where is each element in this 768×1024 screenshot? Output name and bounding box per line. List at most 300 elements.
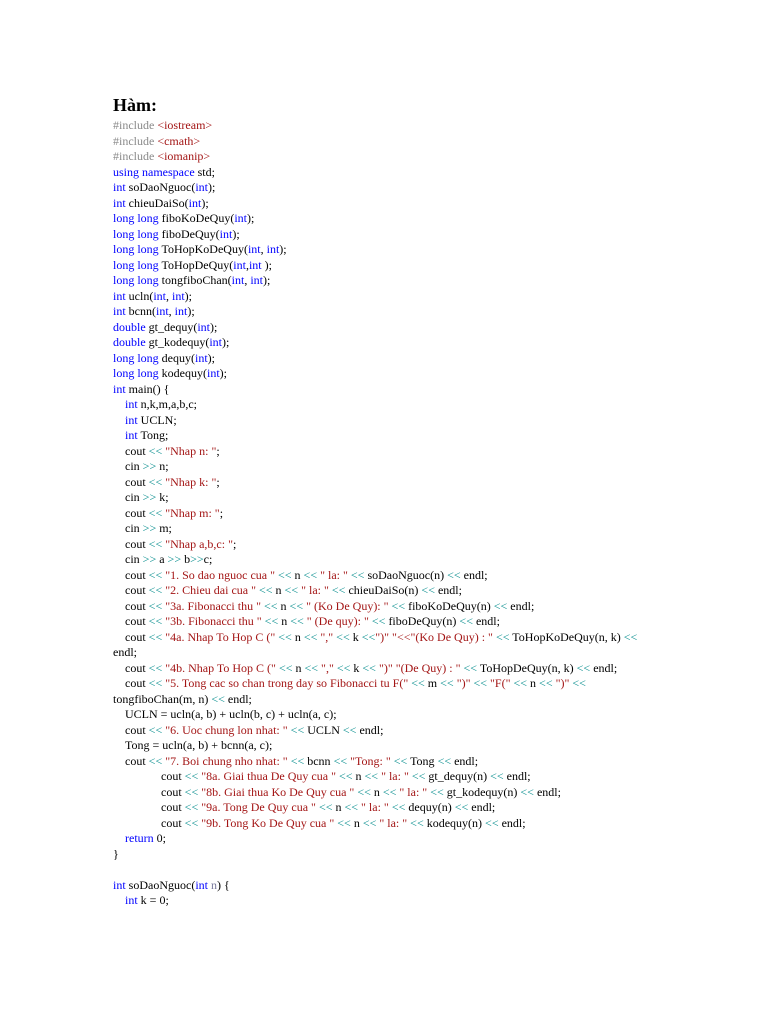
code-token: <<	[411, 769, 426, 783]
code-token: <<	[184, 800, 199, 814]
code-token: int	[113, 288, 126, 303]
code-token: int	[113, 195, 126, 210]
code-token: bcnn	[304, 753, 334, 768]
code-token: int	[195, 877, 208, 892]
code-block	[113, 118, 658, 909]
code-token: <<	[344, 800, 359, 814]
code-line	[113, 444, 658, 460]
code-line	[113, 707, 658, 723]
code-line	[113, 382, 658, 398]
code-token: <<	[357, 784, 371, 799]
code-token: cout	[125, 505, 149, 520]
code-token: <<	[148, 629, 163, 644]
code-token: <<	[278, 629, 292, 644]
code-token: cout	[125, 567, 149, 582]
code-token: <<	[447, 567, 461, 582]
code-token: cout	[125, 598, 149, 613]
code-token: long long	[113, 273, 159, 287]
code-token: int	[153, 288, 166, 303]
code-token: <iostream>	[157, 118, 213, 132]
code-token: <<	[211, 691, 225, 706]
code-token: <<	[410, 815, 424, 830]
code-token: endl;	[434, 583, 462, 597]
code-token: <<	[148, 443, 163, 458]
code-token: int	[219, 226, 233, 241]
code-token: <<	[290, 614, 304, 628]
code-token: return	[125, 831, 154, 845]
code-line	[113, 568, 658, 584]
code-token: " la: "	[298, 583, 332, 597]
code-token: cout	[125, 536, 149, 551]
code-line	[113, 180, 658, 196]
code-token: int	[125, 397, 138, 411]
code-token: <<	[623, 629, 638, 644]
code-token: " la: "	[378, 769, 412, 783]
code-token: "Nhap n: "	[162, 443, 217, 458]
code-token: n	[352, 769, 365, 783]
code-line	[113, 661, 658, 677]
code-token: fiboKoDeQuy(	[158, 211, 235, 225]
code-token: int	[113, 180, 126, 194]
code-token: ,	[168, 304, 175, 318]
code-token: c;	[203, 552, 213, 566]
document-page	[113, 94, 658, 909]
code-token: <<	[490, 769, 504, 783]
code-token: int	[125, 428, 138, 442]
code-token: cout	[125, 753, 149, 768]
code-line	[113, 785, 658, 801]
code-token: n	[291, 567, 304, 582]
code-token: n	[277, 598, 290, 613]
code-token: cout	[161, 769, 185, 783]
code-line	[113, 537, 658, 553]
code-token: <<	[362, 660, 376, 675]
code-token: <<	[572, 676, 586, 690]
code-token: <<	[148, 583, 163, 597]
code-line	[113, 583, 658, 599]
code-token: k	[349, 629, 362, 644]
code-token: cout	[125, 660, 149, 675]
code-token: <<	[289, 598, 304, 613]
code-token: gt_dequy(	[145, 319, 198, 334]
code-token: <<	[440, 676, 454, 690]
code-line	[113, 134, 658, 150]
code-token: ,	[244, 273, 251, 287]
code-token: " (Ko De Quy): "	[303, 598, 392, 613]
code-token: ")" "(De Quy) : "	[375, 660, 464, 675]
code-token: "8b. Giai thua Ko De Quy cua "	[198, 784, 358, 799]
code-line	[113, 847, 658, 863]
code-line	[113, 738, 658, 754]
code-token: "2. Chieu dai cua "	[162, 583, 259, 597]
code-token: double	[113, 335, 146, 349]
code-token: soDaoNguoc(	[125, 180, 196, 194]
code-line	[113, 320, 658, 336]
code-token: ;	[219, 505, 224, 520]
code-token: );	[263, 273, 271, 287]
code-token: int	[195, 180, 208, 194]
code-token: ToHopKoDeQuy(	[158, 242, 248, 256]
code-token: );	[222, 335, 230, 349]
code-token: <<	[148, 676, 163, 690]
code-token: <<	[148, 660, 163, 675]
code-token: cout	[161, 800, 185, 814]
code-token: cout	[161, 784, 185, 799]
code-token: gt_dequy(n)	[425, 769, 491, 783]
code-line	[113, 413, 658, 429]
code-token: endl;	[472, 614, 500, 628]
code-token: int	[250, 273, 264, 287]
code-token: <<	[148, 598, 163, 613]
code-token: int	[248, 257, 262, 272]
code-token: <<	[290, 753, 305, 768]
code-token: ToHopDeQuy(	[158, 257, 234, 272]
code-token: <<	[284, 583, 299, 597]
code-token: int	[207, 366, 220, 380]
code-token: );	[207, 350, 216, 365]
code-token: <<	[473, 676, 488, 690]
code-line	[113, 273, 658, 289]
code-line	[113, 165, 658, 181]
code-line	[113, 490, 658, 506]
code-token: >>	[142, 459, 157, 473]
code-token: tongfiboChan(	[158, 273, 232, 287]
code-token: );	[247, 211, 255, 225]
code-token: <<	[337, 815, 351, 830]
code-token: int	[195, 350, 208, 365]
code-line	[113, 599, 658, 615]
code-token: #include	[113, 149, 158, 163]
code-token: <<	[303, 629, 318, 644]
code-line	[113, 335, 658, 351]
code-token: n,k,m,a,b,c;	[137, 397, 197, 411]
code-token: soDaoNguoc(	[125, 877, 196, 892]
code-token: int	[234, 211, 247, 225]
code-token: "8a. Giai thua De Quy cua "	[198, 769, 339, 783]
code-token: double	[113, 319, 146, 334]
code-token: "F("	[487, 676, 514, 690]
code-token: int	[247, 242, 261, 256]
code-token: );	[261, 257, 272, 272]
code-token: <<	[148, 505, 163, 520]
code-token: dequy(n)	[405, 800, 455, 814]
code-token: endl;	[498, 815, 526, 830]
code-token: <<	[184, 769, 199, 783]
code-token: n	[208, 877, 217, 892]
code-token: " la: "	[376, 815, 411, 830]
code-token: long long	[113, 350, 159, 365]
code-token: <<	[437, 753, 452, 768]
code-token: int	[113, 877, 126, 892]
code-line	[113, 506, 658, 522]
code-line	[113, 769, 658, 785]
code-token: soDaoNguoc(n)	[364, 567, 448, 582]
code-token: <<	[485, 815, 499, 830]
code-line	[113, 630, 658, 661]
code-token: <<	[382, 784, 397, 799]
code-line	[113, 289, 658, 305]
code-line	[113, 304, 658, 320]
code-token: );	[208, 180, 216, 194]
code-token: int	[156, 304, 169, 318]
code-line	[113, 723, 658, 739]
code-line	[113, 227, 658, 243]
code-token: endl;	[533, 784, 561, 799]
code-token: endl;	[507, 598, 535, 613]
code-token: >>	[167, 552, 182, 566]
code-token: );	[279, 242, 287, 256]
code-token: ToHopKoDeQuy(n, k)	[509, 629, 624, 644]
code-token: <<	[342, 722, 357, 737]
code-token: <<	[290, 722, 305, 737]
code-token: ")"	[453, 676, 474, 690]
code-token: <<	[278, 660, 293, 675]
code-token: n;	[156, 459, 169, 473]
code-line	[113, 428, 658, 444]
code-token: std;	[194, 164, 215, 179]
code-token: long long	[113, 211, 159, 225]
code-token: UCLN = ucln(a, b) + ucln(b, c) + ucln(a, c);	[125, 707, 337, 721]
code-token: cin	[125, 521, 143, 535]
code-token: <<	[391, 598, 406, 613]
code-token: "3a. Fibonacci thu "	[162, 598, 264, 613]
code-token: <<	[459, 614, 473, 628]
code-token: );	[201, 195, 209, 210]
code-token: endl;	[356, 722, 384, 737]
code-token: <iomanip>	[157, 149, 211, 163]
code-token: <<	[333, 753, 348, 768]
code-token: <<	[421, 583, 435, 597]
code-token: "6. Uoc chung lon nhat: "	[162, 722, 291, 737]
code-token: cout	[125, 614, 149, 628]
code-token: <<	[148, 614, 163, 628]
code-token: " la: "	[396, 784, 431, 799]
code-token: a	[156, 552, 168, 566]
code-token: int	[231, 273, 245, 287]
code-line	[113, 366, 658, 382]
code-token: int	[172, 288, 185, 303]
code-token: "9b. Tong Ko De Quy cua "	[198, 815, 338, 830]
code-token: ")"	[552, 676, 573, 690]
code-token: <<	[513, 676, 528, 690]
code-token: "Nhap m: "	[162, 505, 220, 520]
code-token: endl;	[113, 629, 641, 659]
code-token: cout	[125, 474, 149, 489]
code-token: kodequy(	[158, 366, 207, 380]
code-line	[113, 614, 658, 630]
code-token: <<	[364, 769, 379, 783]
code-token	[113, 862, 116, 876]
code-token: long long	[113, 257, 159, 272]
code-token: m;	[156, 521, 172, 535]
code-line	[113, 800, 658, 816]
code-token: UCLN	[304, 722, 343, 737]
code-token: fiboDeQuy(n)	[385, 614, 460, 628]
code-token: >>	[142, 521, 157, 535]
code-token: "Tong: "	[347, 753, 394, 768]
code-token: ,	[166, 288, 172, 303]
code-token: n	[292, 660, 305, 675]
code-token: long long	[113, 366, 159, 380]
code-line	[113, 397, 658, 413]
code-token: "7. Boi chung nho nhat: "	[162, 753, 291, 768]
code-token: >>	[190, 552, 204, 566]
code-token: <<	[336, 629, 350, 644]
code-token: "Nhap k: "	[162, 474, 217, 489]
code-token: UCLN;	[137, 412, 177, 427]
code-token: cout	[125, 722, 149, 737]
code-line	[113, 754, 658, 770]
code-token: <<	[304, 660, 319, 675]
code-token: ;	[216, 474, 220, 489]
code-token: ToHopDeQuy(n, k)	[477, 660, 577, 675]
code-token: int	[197, 319, 210, 334]
code-token: "Nhap a,b,c: "	[162, 536, 233, 551]
code-line	[113, 878, 658, 894]
code-token: chieuDaiSo(	[125, 195, 189, 210]
code-line	[113, 816, 658, 832]
code-token: endl;	[468, 800, 496, 814]
code-token: cout	[161, 815, 185, 830]
code-token: endl;	[590, 660, 618, 675]
code-token: <<	[463, 660, 478, 675]
code-token: k	[350, 660, 363, 675]
code-token: <<	[259, 583, 273, 597]
code-token: );	[219, 366, 228, 380]
code-line	[113, 521, 658, 537]
code-token: <<	[361, 629, 376, 644]
code-token: <<	[148, 722, 163, 737]
code-token: <<	[278, 567, 292, 582]
code-token: ,	[245, 257, 249, 272]
code-token: );	[232, 226, 240, 241]
code-token: cin	[125, 490, 143, 504]
code-token: ")" "<<"(Ko De Quy) : "	[375, 629, 496, 644]
code-token: <<	[148, 753, 163, 768]
code-token: gt_kodequy(	[145, 335, 210, 349]
code-token: ) {	[217, 877, 230, 892]
code-token: <<	[391, 800, 406, 814]
code-token: dequy(	[158, 350, 195, 365]
code-token: ;	[216, 443, 220, 458]
code-token: <<	[184, 815, 199, 830]
code-token: <<	[318, 800, 333, 814]
code-line	[113, 676, 658, 707]
code-line	[113, 211, 658, 227]
code-token: 0;	[153, 831, 166, 845]
code-token: cout	[125, 676, 149, 690]
code-token: k;	[156, 490, 169, 504]
code-token: " la: "	[317, 567, 351, 582]
page-title: Hàm:	[113, 95, 157, 115]
code-token: n	[350, 815, 363, 830]
code-token: Tong	[407, 753, 438, 768]
code-token: long long	[113, 242, 159, 256]
code-token: n	[332, 800, 345, 814]
code-token: <<	[371, 614, 386, 628]
code-line	[113, 258, 658, 274]
code-token: fiboKoDeQuy(n)	[405, 598, 494, 613]
code-token: <<	[350, 567, 365, 582]
code-token: n	[370, 784, 383, 799]
code-token: );	[187, 304, 195, 318]
code-token: "4a. Nhap To Hop C ("	[162, 629, 279, 644]
code-line	[113, 475, 658, 491]
code-token: >>	[142, 490, 157, 504]
code-token: <<	[520, 784, 534, 799]
code-token: bcnn(	[125, 304, 156, 318]
code-token: int	[113, 381, 126, 396]
code-token: int	[113, 304, 126, 318]
code-token: Tong;	[137, 428, 169, 442]
code-token: <<	[576, 660, 591, 675]
code-token: <<	[148, 474, 163, 489]
code-token: <<	[184, 784, 199, 799]
code-token: "1. So dao nguoc cua "	[162, 567, 278, 582]
code-token: int	[188, 195, 202, 210]
code-token: " (De quy): "	[303, 614, 372, 628]
code-token: int	[174, 304, 188, 318]
code-token: int	[233, 257, 246, 272]
code-line	[113, 351, 658, 367]
code-token: ","	[317, 629, 337, 644]
code-token: endl;	[224, 691, 252, 706]
code-token: k = 0;	[137, 893, 169, 907]
code-token: <<	[336, 660, 351, 675]
code-token: #include	[113, 118, 158, 132]
code-token: b	[181, 552, 191, 566]
code-token: chieuDaiSo(n)	[345, 583, 422, 597]
code-token: using namespace	[113, 164, 195, 179]
code-token: }	[113, 846, 119, 861]
code-token: endl;	[460, 567, 488, 582]
code-token: <<	[493, 598, 508, 613]
code-token: endl;	[503, 769, 531, 783]
code-token: <<	[303, 567, 318, 582]
code-token: int	[125, 893, 138, 907]
code-line	[113, 242, 658, 258]
code-token: n	[272, 583, 285, 597]
code-token: <<	[362, 815, 377, 830]
code-token: ;	[233, 536, 237, 551]
code-token: <<	[148, 567, 163, 582]
code-token: " la: "	[358, 800, 392, 814]
code-token: #include	[113, 133, 158, 148]
code-token: n	[278, 614, 291, 628]
code-token: long long	[113, 226, 159, 241]
code-token: main() {	[125, 381, 170, 396]
code-token: "5. Tong cac so chan trong day so Fibonacci tu F("	[162, 676, 412, 690]
code-token: kodequy(n)	[423, 815, 486, 830]
code-line	[113, 459, 658, 475]
code-token: ,	[260, 242, 267, 256]
code-token: <<	[495, 629, 510, 644]
code-token: <<	[411, 676, 425, 690]
code-token: <cmath>	[157, 133, 201, 148]
code-token: );	[210, 319, 218, 334]
code-token: fiboDeQuy(	[158, 226, 220, 241]
code-token: m	[424, 676, 441, 690]
code-token: ucln(	[125, 288, 154, 303]
code-token: n	[527, 676, 540, 690]
code-token: <<	[264, 614, 279, 628]
code-token: int	[266, 242, 280, 256]
code-line	[113, 149, 658, 165]
code-token: >>	[142, 552, 157, 566]
code-token: <<	[338, 769, 353, 783]
code-token: Tong = ucln(a, b) + bcnn(a, c);	[125, 738, 273, 752]
code-token: cout	[125, 629, 149, 644]
